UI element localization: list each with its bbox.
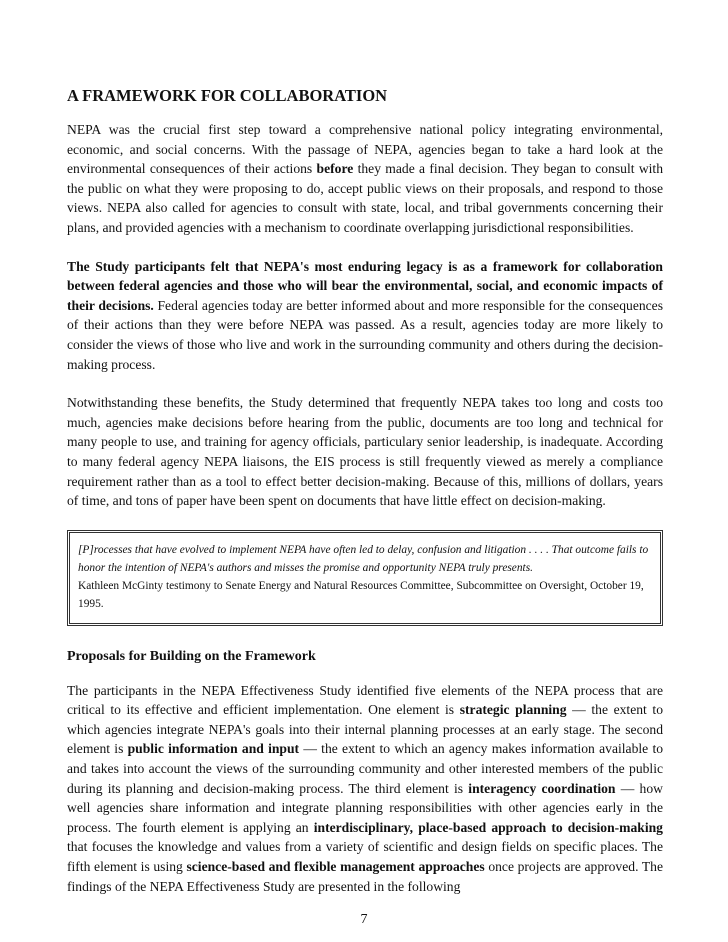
paragraph (67, 257, 663, 375)
quote-box (67, 530, 663, 626)
bold-text: science-based and flexible management approaches (186, 859, 485, 875)
text: — the extent to which agencies integrate NEPA's goals into their internal planning processes at an early stage. The second element is (67, 702, 663, 757)
paragraph (67, 681, 663, 897)
document-page (67, 0, 663, 896)
text: Federal agencies today are better informed about and more responsible for the consequences of their actions than they were before NEPA was passed. As a result, agencies today are more likely to consider the views of those who live and work in the surrounding community and others during the decision-making process. (67, 297, 664, 372)
bold-text: before (316, 161, 354, 177)
text: they made a final decision. They began to consult with the public on what they were proposing to do, accept public views on their proposals, and respond to those views. NEPA also called for agencies to consult with state, local, and tribal governments concerning their plans, and provided agencies with a mechanism to coordinate overlapping jurisdictional responsibilities. (67, 161, 663, 235)
bold-text: strategic planning (459, 702, 567, 718)
intro-paragraphs (67, 120, 663, 511)
text: The participants in the NEPA Effectiveness Study identified five elements of the NEPA process that are critical to its effective and efficient implementation. One element is (67, 682, 663, 718)
bold-text: interdisciplinary, place-based approach to decision-making (313, 819, 663, 835)
paragraph (67, 393, 663, 511)
bold-text: interagency coordination (468, 780, 616, 796)
paragraph (67, 120, 663, 238)
subheading: Proposals for Building on the Framework (67, 648, 316, 664)
bold-text: The Study participants felt that NEPA's most enduring legacy is as a framework for collaboration between federal agencies and those who will bear the environmental, social, and economic impacts of their decisions. (67, 258, 663, 313)
text: Notwithstanding these benefits, the Study determined that frequently NEPA takes too long and costs too much, agencies make decisions before hearing from the public, documents are too long and technical for many people to use, and training for agency officials, particulary senior leadership, is inadequate. According to many federal agency NEPA liaisons, the EIS process is still frequently viewed as merely a compliance requirement rather than as a tool to effect better decision-making. Because of this, millions of dollars, years of time, and tons of paper have been spent on documents that have little effect on decision-making. (67, 395, 663, 509)
proposals-paragraphs (67, 681, 663, 897)
section-title: A FRAMEWORK FOR COLLABORATION (67, 86, 388, 105)
page-number: 7 (360, 912, 368, 928)
text: NEPA was the crucial first step toward a comprehensive national policy integrating environmental, economic, and social concerns. With the passage of NEPA, agencies began to take a hard look at the environmental consequences of their actions (67, 122, 663, 177)
text: — how well agencies share information and integrate planning responsibilities with other agencies early in the process. The fourth element is applying an (67, 780, 663, 835)
bold-text: public information and input (127, 741, 300, 757)
text: that focuses the knowledge and values from a variety of scientific and design fields on specific places. The fifth element is using (67, 839, 663, 875)
quote-text: [P]rocesses that have evolved to implement NEPA have often led to delay, confusion and litigation . . . . That outcome fails to honor the intention of NEPA's authors and misses the promise and opportunity NEPA truly presents. (78, 543, 649, 574)
text: — the extent to which an agency makes information available to and takes into account the views of the surrounding community and other interested members of the public during its planning and decision-making process. The third element is (67, 741, 664, 796)
text: once projects are approved. The findings of the NEPA Effectiveness Study are presented in the following (67, 859, 663, 894)
quote-attribution: Kathleen McGinty testimony to Senate Energy and Natural Resources Committee, Subcommittee on Oversight, October 19, 1995. (78, 579, 644, 610)
